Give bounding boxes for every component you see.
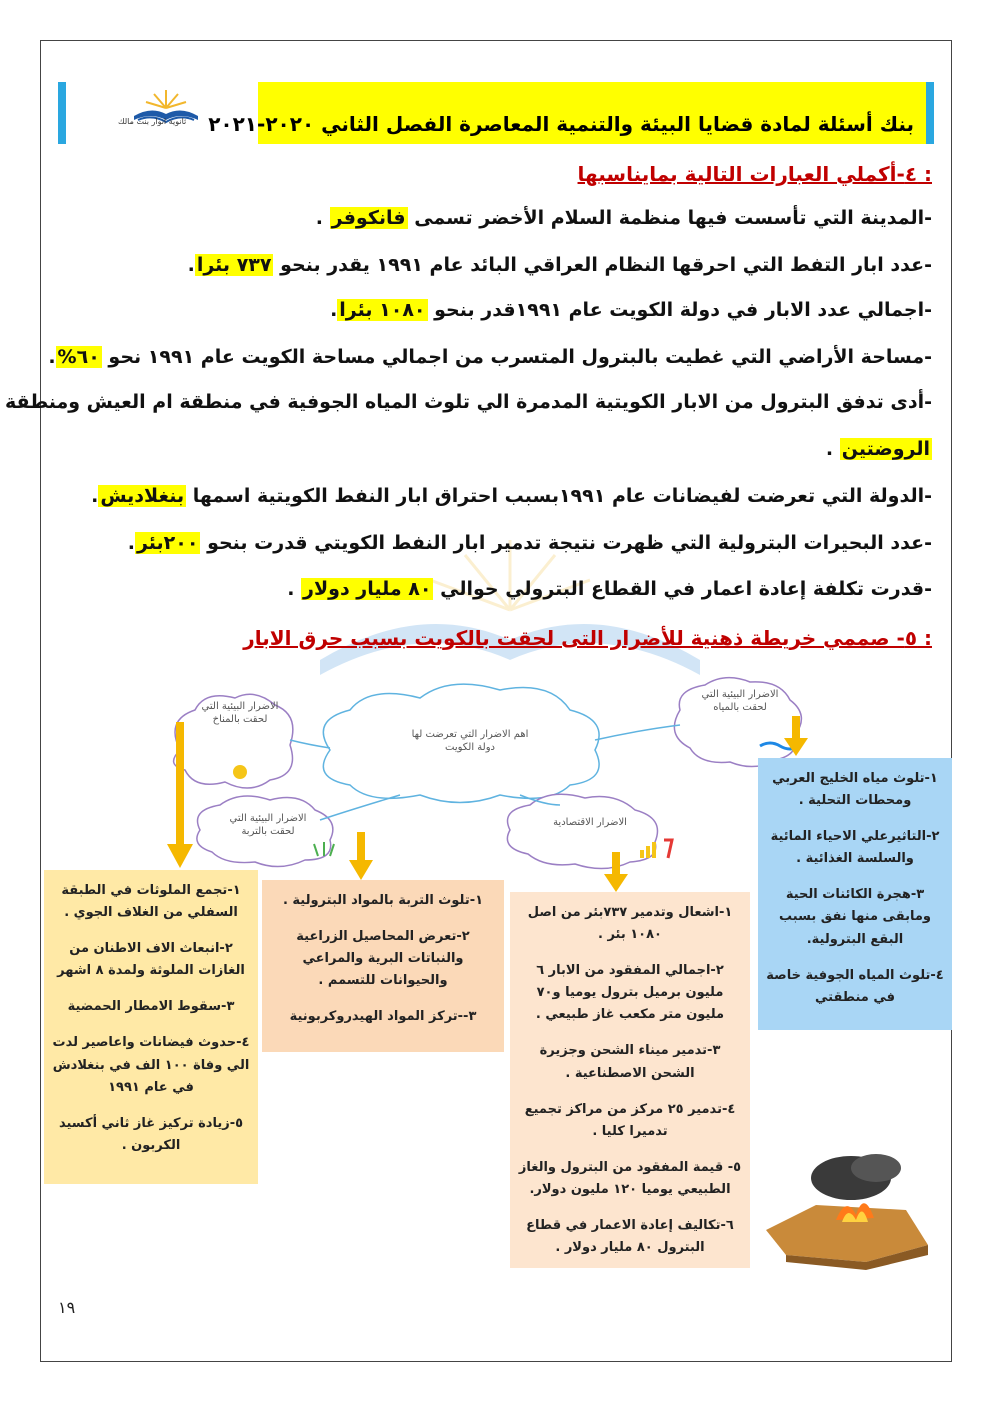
item-tail: . xyxy=(287,578,302,600)
item-answer: ٢٠٠بئر xyxy=(136,532,199,554)
cloud-soil-label: الاضرار البيئية التي لحقت بالتربة xyxy=(229,813,307,837)
fill-item-1 xyxy=(316,207,932,229)
item-tail: . xyxy=(187,254,195,276)
item-tail: . xyxy=(48,346,56,368)
item-answer: ٧٣٧ بئرا xyxy=(196,254,272,276)
economic-damage-box xyxy=(510,892,750,1268)
item-answer: ١٠٨٠ بئرا xyxy=(339,299,426,321)
fill-item-7 xyxy=(128,532,932,554)
fill-item-5-cont xyxy=(826,438,932,460)
sun-icon xyxy=(233,765,247,779)
list-item: ١-تلوث التربة بالمواد البترولية . xyxy=(282,893,484,908)
cloud-water-label: الاضرار البيئية التي لحقت بالمياه xyxy=(701,689,779,713)
burning-oil-field-image xyxy=(756,1150,936,1270)
list-item: ٢-تعرض المحاصيل الزراعية والنباتات البرية والمراعي والحيوانات للتسمم . xyxy=(296,929,470,989)
list-item: ٣-هجرة الكائنات الحية ومابقى منها نفق بسبب البقع البترولية. xyxy=(779,887,931,947)
fill-item-5 xyxy=(5,391,932,413)
cloud-economic xyxy=(507,794,657,868)
list-item: ٤-تلوث المياه الجوفية خاصة في منطقتي xyxy=(766,967,944,1005)
soil-damage-box xyxy=(262,880,504,1052)
item-text: -عدد البحيرات البترولية التي ظهرت نتيجة تدمير ابار النفط الكويتي قدرت بنحو xyxy=(200,532,932,554)
item-text: -أدى تدفق البترول من الابار الكويتية المدمرة الي تلوث المياه الجوفية في منطقة ام العيش ومنطقة xyxy=(5,391,932,413)
climate-damage-box xyxy=(44,870,258,1184)
cloud-climate-label: الاضرار البيئية التي لحقت بالمناخ xyxy=(201,701,279,725)
item-tail: . xyxy=(315,207,330,229)
list-item: ٢-اجمالي المفقود من الابار ٦ مليون برميل بترول يوميا و٧٠ مليون متر مكعب غاز طبيعي . xyxy=(535,963,725,1023)
list-item: ١-اشعال وتدمير ٧٣٧بئر من اصل ١٠٨٠ بئر . xyxy=(527,905,733,943)
cloud-economic-label: الاضرار الاقتصادية xyxy=(553,817,627,828)
fill-item-4 xyxy=(48,346,932,368)
fill-item-8 xyxy=(287,578,932,600)
list-item: ٢-انبعاث الاف الاطنان من الغازات الملوثة ولمدة ٨ اشهر xyxy=(57,941,245,979)
item-tail: . xyxy=(127,532,135,554)
item-text: -عدد ابار التفط التي احرقها النظام العراقي البائد عام ١٩٩١ يقدر بنحو xyxy=(273,254,932,276)
item-text: -مساحة الأراضي التي غطيت بالبترول المتسرب من اجمالي مساحة الكويت عام ١٩٩١ نحو xyxy=(101,346,932,368)
item-text: -المدينة التي تأسست فيها منظمة السلام الأخضر تسمى xyxy=(407,207,932,229)
water-damage-box xyxy=(758,758,952,1030)
title-bar xyxy=(208,82,934,144)
arrow-down-icon xyxy=(603,852,629,894)
fill-item-3 xyxy=(330,299,932,321)
list-item: ٥- قيمة المفقود من البترول والغاز الطبيعي يوميا ١٢٠ مليون دولار. xyxy=(518,1159,742,1197)
list-item: ٣-تدمير ميناء الشحن وجزيرة الشحن الاصطناعية . xyxy=(539,1043,721,1081)
fill-item-6 xyxy=(91,485,932,507)
item-tail: . xyxy=(330,299,338,321)
item-answer: ٨٠ مليار دولار xyxy=(303,578,432,600)
list-item: ٢-التاثيرعلي الاحياء المائية والسلسة الغذائية . xyxy=(770,829,940,867)
arrow-down-icon xyxy=(165,722,195,872)
item-text: -الدولة التي تعرضت لفيضانات عام ١٩٩١بسبب احتراق ابار النفط الكويتية اسمها xyxy=(186,485,932,507)
list-item: ٣--تركز المواد الهيدروكربونية xyxy=(289,1009,477,1025)
item-answer: بنغلاديش xyxy=(100,485,185,507)
list-item: ٥-زيادة تركيز غاز ثاني أكسيد الكربون . xyxy=(58,1115,244,1153)
page-header xyxy=(58,82,934,144)
section5-heading: ٥- صممي خريطة ذهنية للأضرار التى لحقت بالكويت بسبب حرق الابار : xyxy=(243,626,932,650)
item-answer: الروضتين xyxy=(841,438,930,460)
list-item: ٣-سقوط الامطار الحمضية xyxy=(67,999,235,1015)
item-text: -قدرت تكلفة إعادة اعمار في القطاع البترولي حوالي xyxy=(433,578,932,600)
item-text: -اجمالي عدد الابار في دولة الكويت عام ١٩٩١قدر بنحو xyxy=(427,299,932,321)
cloud-center-label: اهم الاضرار التي تعرضت لها دولة الكويت xyxy=(411,729,529,753)
item-tail: . xyxy=(91,485,99,507)
arrow-down-icon xyxy=(783,716,809,758)
list-item: ٤-حدوث فيضانات واعاصير لدت الي وفاة ١٠٠ الف في بنغلادش في عام ١٩٩١ xyxy=(52,1035,250,1095)
fill-item-2 xyxy=(188,254,932,276)
page-number: ١٩ xyxy=(58,1298,76,1317)
list-item: ٤-تدمير ٢٥ مركز من مراكز تجميع تدميرا كليا . xyxy=(524,1101,736,1139)
item-answer: ٦٠% xyxy=(57,346,100,368)
arrow-down-icon xyxy=(348,832,374,882)
item-answer: فانكوفر xyxy=(331,207,406,229)
logo-caption: ثانوية انوار بنت مالك xyxy=(118,117,187,126)
section4-heading: ٤-أكملي العبارات التالية بمايناسبها : xyxy=(577,162,932,186)
item-tail: . xyxy=(825,438,840,460)
list-item: ١-تلوث مياه الخليج العربي ومحطات التحلية . xyxy=(772,771,938,809)
list-item: ٦-تكاليف إعادة الاعمار في قطاع البترول ٨٠ مليار دولار . xyxy=(526,1218,734,1256)
list-item: ١-تجمع الملوثات في الطبقة السفلي من الغلاف الجوي . xyxy=(61,883,241,921)
page-title: بنك أسئلة لمادة قضايا البيئة والتنمية المعاصرة الفصل الثاني ٢٠٢٠-٢٠٢١ xyxy=(208,112,914,136)
